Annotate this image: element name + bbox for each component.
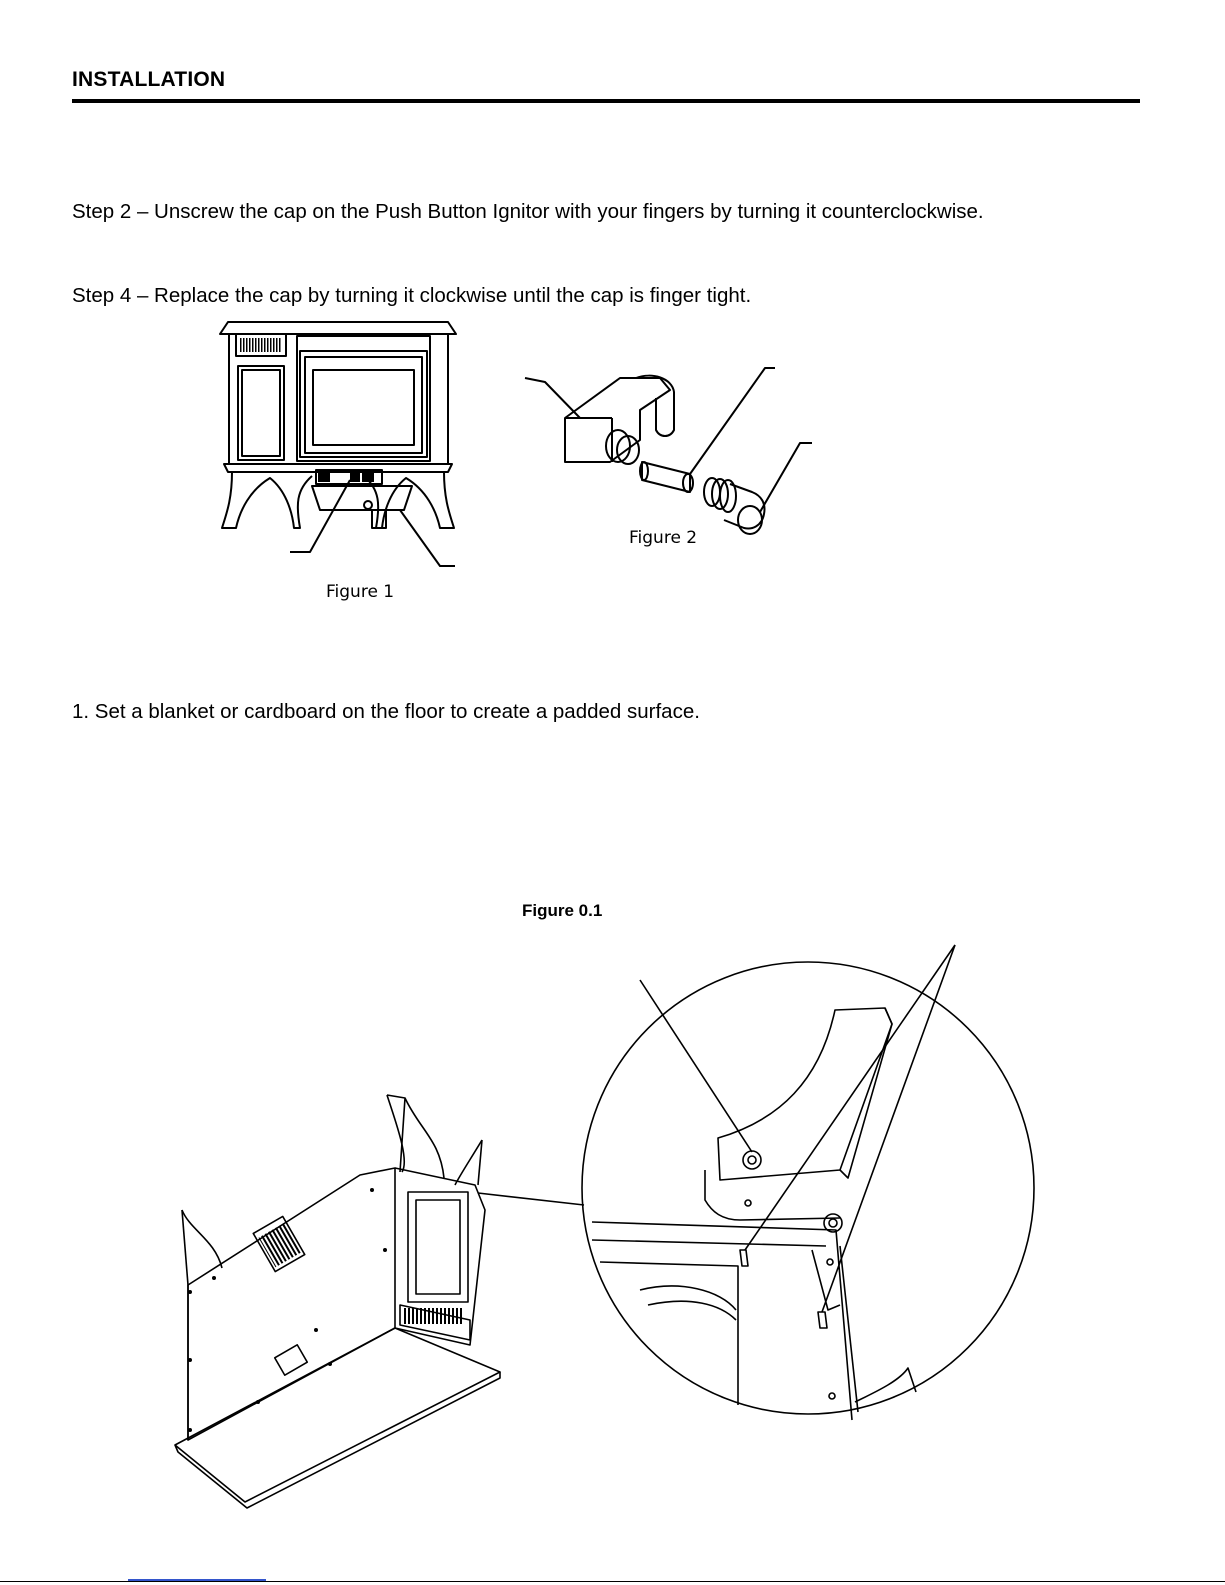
- step-4-text: Step 4 – Replace the cap by turning it clockwise until the cap is finger tight.: [72, 284, 752, 307]
- figure-1-caption: Figure 1: [326, 582, 395, 602]
- footer-rule: [0, 1581, 1225, 1582]
- figure-2-caption: Figure 2: [629, 528, 698, 548]
- section-title: INSTALLATION: [72, 68, 226, 91]
- figure-0-1-caption: Figure 0.1: [522, 901, 603, 920]
- instruction-item-1: 1. Set a blanket or cardboard on the floor to create a padded surface.: [72, 700, 700, 723]
- step-2-text: Step 2 – Unscrew the cap on the Push Button Ignitor with your fingers by turning it counterclockwise.: [72, 200, 984, 223]
